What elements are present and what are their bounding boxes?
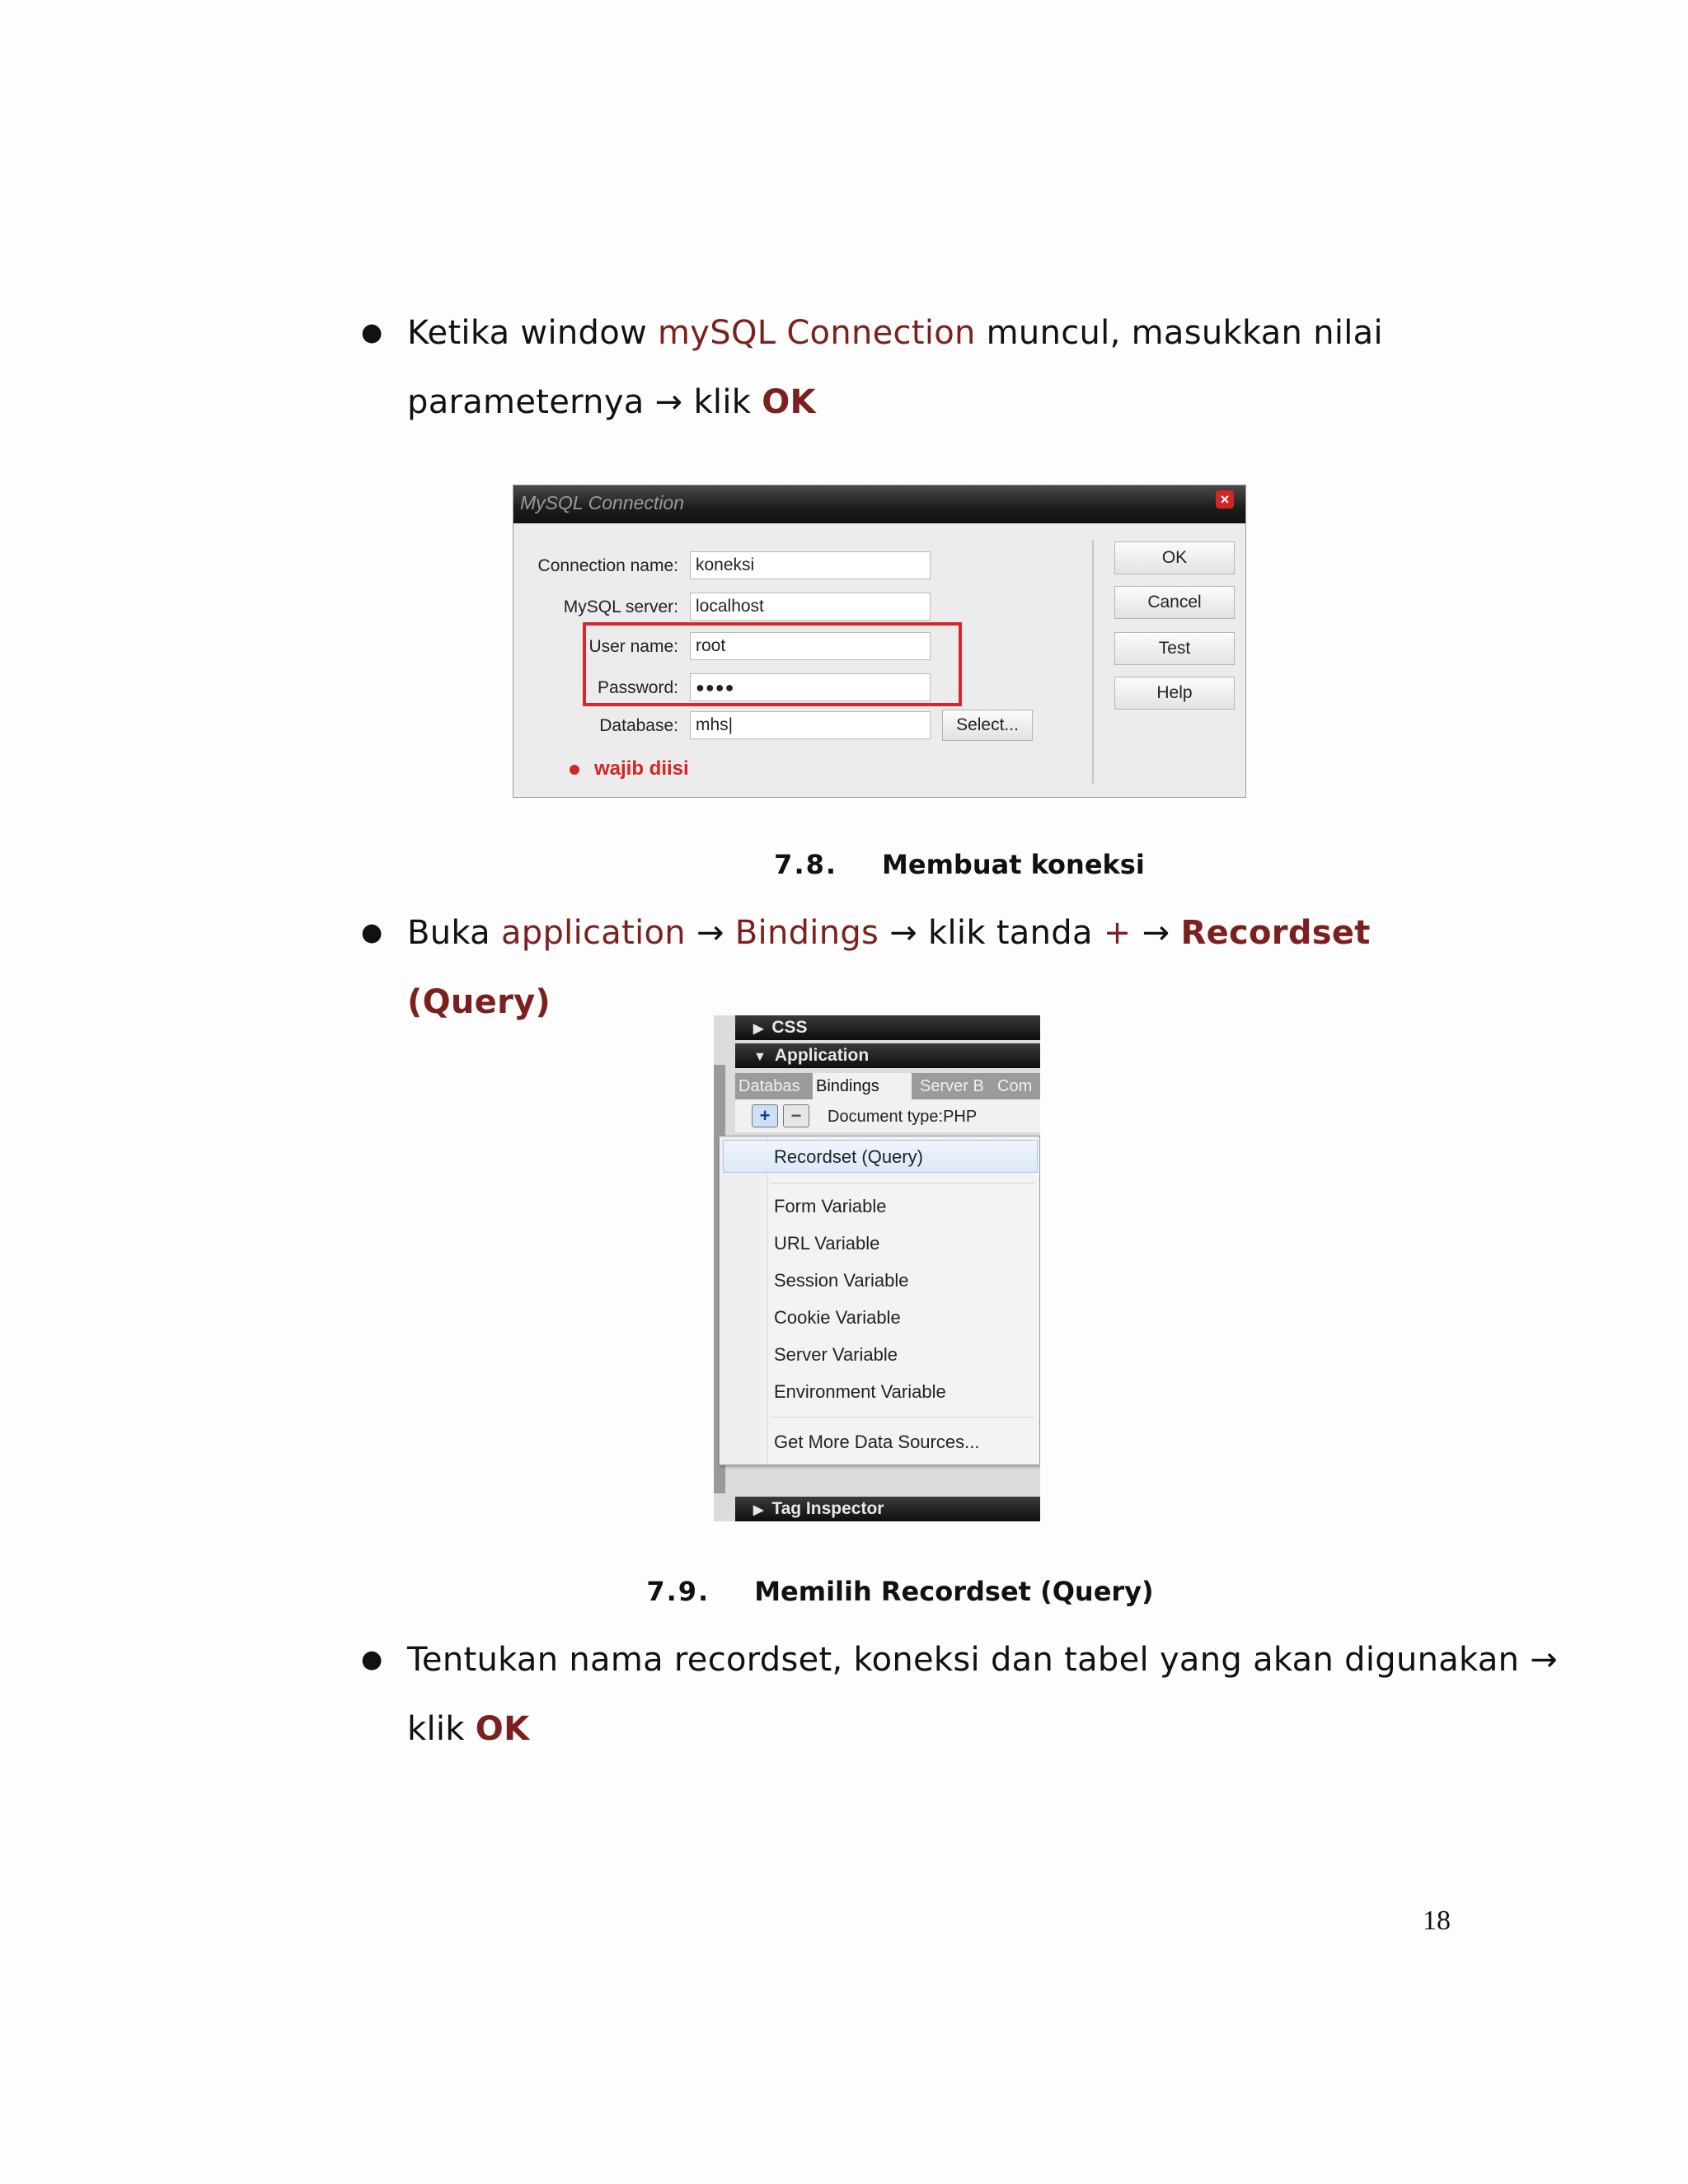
highlight-term: OK: [762, 383, 816, 421]
menu-item-form-variable[interactable]: Form Variable: [774, 1196, 887, 1216]
mysql-server-label: MySQL server:: [563, 598, 678, 616]
connection-name-label: Connection name:: [537, 556, 678, 575]
highlight-term: Recordset (Query): [407, 914, 1371, 1021]
database-field[interactable]: mhs|: [690, 711, 931, 739]
plus-icon[interactable]: +: [752, 1104, 778, 1127]
menu-item-get-more-data-sources[interactable]: Get More Data Sources...: [774, 1432, 980, 1452]
paragraph-line: Ketika window mySQL Connection muncul, masukkan nilai: [407, 314, 1383, 352]
test-button[interactable]: Test: [1114, 632, 1235, 665]
mysql-server-field[interactable]: localhost: [690, 593, 931, 621]
minus-icon[interactable]: −: [783, 1104, 809, 1127]
divider: [1092, 540, 1094, 784]
figure-caption: [56, 1576, 1688, 1607]
password-label: Password:: [597, 678, 678, 697]
dialog-titlebar: [513, 485, 1245, 523]
paragraph-line: klik OK: [407, 1710, 530, 1748]
dialog-title: MySQL Connection: [520, 492, 685, 513]
database-label: Database:: [599, 716, 678, 735]
user-name-field[interactable]: root: [690, 632, 931, 660]
tab-bindings[interactable]: Bindings: [813, 1073, 912, 1099]
menu-separator: [771, 1417, 1034, 1418]
triangle-right-icon: ▶: [753, 1022, 764, 1036]
tab-databases[interactable]: Databas: [738, 1077, 800, 1095]
bindings-toolbar: [735, 1099, 1040, 1132]
connection-name-field[interactable]: koneksi: [690, 551, 931, 579]
menu-item-server-variable[interactable]: Server Variable: [774, 1344, 898, 1365]
caption-number: 7.9.: [646, 1576, 710, 1607]
cancel-button[interactable]: Cancel: [1114, 586, 1235, 619]
user-name-label: User name:: [588, 637, 678, 656]
triangle-down-icon: ▼: [753, 1050, 767, 1064]
caption-text: Membuat koneksi: [882, 849, 1145, 880]
triangle-right-icon: ▶: [753, 1503, 764, 1517]
menu-item-cookie-variable[interactable]: Cookie Variable: [774, 1307, 901, 1328]
bullet-icon: ●: [361, 1645, 383, 1674]
mysql-connection-dialog: [513, 485, 1246, 798]
figure-caption: [115, 849, 1688, 880]
page-number: 18: [1423, 1905, 1451, 1936]
application-panel-bar[interactable]: ▼ Application: [735, 1043, 1040, 1068]
highlight-term: +: [1103, 914, 1132, 952]
menu-item-session-variable[interactable]: Session Variable: [774, 1270, 909, 1291]
paragraph-recordset: [361, 1625, 1559, 1764]
paragraph-line: Tentukan nama recordset, koneksi dan tabel yang akan digunakan →: [407, 1641, 1559, 1679]
tag-inspector-bar[interactable]: ▶ Tag Inspector: [735, 1497, 1040, 1521]
password-field[interactable]: ●●●●: [690, 673, 931, 701]
highlight-box: [583, 622, 962, 706]
help-button[interactable]: Help: [1114, 677, 1235, 710]
select-button[interactable]: Select...: [942, 710, 1033, 741]
tab-server-behaviors[interactable]: Server B: [920, 1077, 984, 1095]
panel-tabs: [735, 1073, 1040, 1099]
bindings-panel: [714, 1015, 1040, 1521]
highlight-term: mySQL Connection: [658, 314, 976, 352]
menu-gutter: [720, 1137, 768, 1465]
menu-item-recordset-query[interactable]: Recordset (Query): [774, 1146, 923, 1167]
highlight-term: application: [500, 914, 686, 952]
menu-item-url-variable[interactable]: URL Variable: [774, 1233, 880, 1254]
paragraph-line: parameternya → klik OK: [407, 383, 816, 421]
paragraph-connection: [361, 298, 1462, 437]
required-note: wajib diisi: [570, 757, 689, 780]
bullet-icon: ●: [361, 318, 383, 347]
paragraph-line: Buka application → Bindings → klik tanda + → Recordset (Query): [407, 914, 1371, 1021]
menu-item-environment-variable[interactable]: Environment Variable: [774, 1381, 946, 1402]
bindings-dropdown-menu: [719, 1136, 1040, 1465]
required-dot-icon: [570, 765, 579, 775]
bullet-icon: ●: [361, 918, 383, 947]
css-panel-bar[interactable]: ▶ CSS: [735, 1015, 1040, 1040]
ok-button[interactable]: OK: [1114, 541, 1235, 574]
caption-number: 7.8.: [774, 849, 838, 880]
highlight-term: Bindings: [734, 914, 879, 952]
caption-text: Memilih Recordset (Query): [754, 1576, 1154, 1607]
tab-components[interactable]: Com: [997, 1077, 1033, 1095]
document-type: Document type:PHP: [828, 1108, 978, 1126]
close-icon[interactable]: ×: [1216, 490, 1234, 509]
highlight-term: OK: [475, 1710, 530, 1748]
